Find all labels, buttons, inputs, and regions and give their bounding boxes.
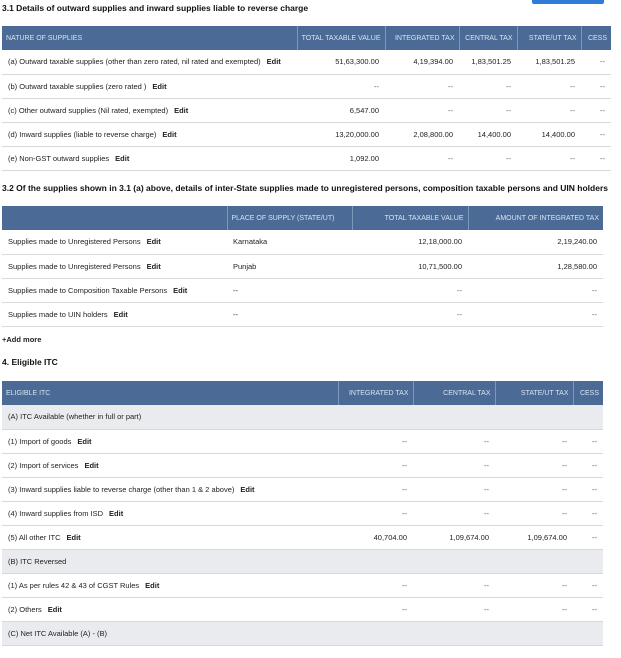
sec4-value-cell: -- <box>495 429 573 453</box>
sec31-value-cell: 14,400.00 <box>517 122 581 146</box>
sec32-value-cell: -- <box>468 278 603 302</box>
sec4-edit-link[interactable]: Edit <box>145 580 160 590</box>
sec31-value-cell: -- <box>581 146 611 170</box>
sec32-place-cell: -- <box>227 278 352 302</box>
sec31-header-0: NATURE OF SUPPLIES <box>2 26 297 50</box>
sec31-header-3: CENTRAL TAX <box>459 26 517 50</box>
sec32-value-cell: -- <box>468 302 603 326</box>
sec4-edit-link[interactable]: Edit <box>66 532 81 542</box>
sec31-value-cell: 1,092.00 <box>297 146 385 170</box>
sec31-row-label: (a) Outward taxable supplies (other than zero rated, nil rated and exempted) <box>8 57 261 67</box>
sec4-value-cell: 40,704.00 <box>338 525 413 549</box>
table-row <box>2 98 611 122</box>
table-row <box>2 597 603 621</box>
table-row <box>2 453 603 477</box>
table-row <box>2 477 603 501</box>
sec32-value-cell: -- <box>352 278 468 302</box>
table-row <box>2 122 611 146</box>
sec4-row-label-cell <box>2 525 338 549</box>
sec32-row-label-cell <box>2 230 227 254</box>
sec4-row-label-cell <box>2 501 338 525</box>
sec31-row-label: (d) Inward supplies (liable to reverse charge) <box>8 129 157 139</box>
table-row <box>2 230 603 254</box>
sec4-value-cell: -- <box>413 477 495 501</box>
sec4-value-cell: -- <box>573 573 603 597</box>
sec4-value-cell: -- <box>495 501 573 525</box>
sec4-value-cell: -- <box>413 573 495 597</box>
sec31-row-label-cell <box>2 50 297 74</box>
sec4-value-cell: -- <box>413 453 495 477</box>
sec4-value-cell: -- <box>573 525 603 549</box>
sec4-row-label-cell <box>2 597 338 621</box>
sec31-value-cell: 1,83,501.25 <box>517 50 581 74</box>
sec31-header-2: INTEGRATED TAX <box>385 26 459 50</box>
sec31-value-cell: -- <box>459 74 517 98</box>
sec4-value-cell: -- <box>338 597 413 621</box>
sec4-value-cell: -- <box>338 429 413 453</box>
sec4-row-label: (2) Import of services <box>8 460 79 470</box>
sec4-edit-link[interactable]: Edit <box>77 436 92 446</box>
sec32-edit-link[interactable]: Edit <box>146 237 161 247</box>
table-row <box>2 302 603 326</box>
sec32-place-cell: Punjab <box>227 254 352 278</box>
table-row <box>2 146 611 170</box>
table-row <box>2 525 603 549</box>
sec32-edit-link[interactable]: Edit <box>146 261 161 271</box>
table-row <box>2 573 603 597</box>
sec31-value-cell: -- <box>297 74 385 98</box>
sec4-header-0: ELIGIBLE ITC <box>2 381 338 405</box>
sec4-row-label: (2) Others <box>8 604 42 614</box>
sec32-row-label: Supplies made to Composition Taxable Persons <box>8 285 168 295</box>
sec32-header-0 <box>2 206 227 230</box>
add-more-link[interactable]: +Add more <box>2 335 42 344</box>
sec32-place-cell: Karnataka <box>227 230 352 254</box>
sec4-value-cell: -- <box>413 429 495 453</box>
sec31-header-4: STATE/UT TAX <box>517 26 581 50</box>
sec32-value-cell: 10,71,500.00 <box>352 254 468 278</box>
sec4-edit-link[interactable]: Edit <box>47 604 62 614</box>
sec31-value-cell: -- <box>517 98 581 122</box>
sec31-value-cell: 4,19,394.00 <box>385 50 459 74</box>
section-4-title: 4. Eligible ITC <box>2 357 58 367</box>
sec31-value-cell: -- <box>385 146 459 170</box>
sec4-group-label: (A) ITC Available (whether in full or part) <box>2 405 603 429</box>
sec4-value-cell: -- <box>338 573 413 597</box>
sec31-value-cell: -- <box>517 74 581 98</box>
sec4-header-1: INTEGRATED TAX <box>338 381 413 405</box>
sec32-value-cell: 2,19,240.00 <box>468 230 603 254</box>
top-action-button[interactable] <box>532 0 604 4</box>
sec31-value-cell: -- <box>459 98 517 122</box>
sec4-value-cell: -- <box>338 477 413 501</box>
sec4-row-label-cell <box>2 477 338 501</box>
sec31-value-cell: -- <box>581 74 611 98</box>
sec4-header-2: CENTRAL TAX <box>413 381 495 405</box>
section-3-2-title: 3.2 Of the supplies shown in 3.1 (a) above, details of inter-State supplies made to unregistered persons, composition taxable persons and UIN holders <box>2 183 608 193</box>
sec31-row-label-cell <box>2 98 297 122</box>
sec31-edit-link[interactable]: Edit <box>115 153 130 163</box>
outward-supplies-table <box>2 26 611 171</box>
sec4-group-label: (C) Net ITC Available (A) - (B) <box>2 621 603 645</box>
sec31-row-label-cell <box>2 122 297 146</box>
sec32-row-label-cell <box>2 302 227 326</box>
table-row <box>2 254 603 278</box>
sec4-value-cell: -- <box>573 453 603 477</box>
sec31-row-label: (c) Other outward supplies (Nil rated, exempted) <box>8 105 169 115</box>
sec4-row-label: (3) Inward supplies liable to reverse charge (other than 1 & 2 above) <box>8 484 235 494</box>
sec32-header-2: TOTAL TAXABLE VALUE <box>352 206 468 230</box>
sec4-value-cell: 1,09,674.00 <box>495 525 573 549</box>
sec31-header-5: CESS <box>581 26 611 50</box>
sec4-value-cell: -- <box>573 501 603 525</box>
sec4-value-cell: -- <box>573 597 603 621</box>
sec32-header-1: PLACE OF SUPPLY (STATE/UT) <box>227 206 352 230</box>
sec32-row-label-cell <box>2 254 227 278</box>
sec31-value-cell: -- <box>385 74 459 98</box>
group-row <box>2 405 603 429</box>
eligible-itc-table <box>2 381 603 646</box>
group-row <box>2 621 603 645</box>
sec4-group-label: (B) ITC Reversed <box>2 549 603 573</box>
table-row <box>2 429 603 453</box>
sec4-header-3: STATE/UT TAX <box>495 381 573 405</box>
sec4-value-cell: -- <box>413 501 495 525</box>
sec31-value-cell: 13,20,000.00 <box>297 122 385 146</box>
sec31-edit-link[interactable]: Edit <box>152 81 167 91</box>
sec4-value-cell: -- <box>495 477 573 501</box>
sec31-edit-link[interactable]: Edit <box>174 105 189 115</box>
sec31-value-cell: 2,08,800.00 <box>385 122 459 146</box>
sec4-value-cell: -- <box>495 597 573 621</box>
sec4-row-label-cell <box>2 573 338 597</box>
group-row <box>2 549 603 573</box>
sec4-row-label: (4) Inward supplies from ISD <box>8 508 104 518</box>
sec4-value-cell: -- <box>338 453 413 477</box>
sec4-value-cell: -- <box>573 429 603 453</box>
sec31-value-cell: -- <box>581 98 611 122</box>
sec31-value-cell: 51,63,300.00 <box>297 50 385 74</box>
table-row <box>2 50 611 74</box>
sec4-row-label-cell <box>2 429 338 453</box>
sec31-edit-link[interactable]: Edit <box>162 129 177 139</box>
sec31-value-cell: -- <box>459 146 517 170</box>
sec32-header-3: AMOUNT OF INTEGRATED TAX <box>468 206 603 230</box>
sec32-value-cell: 1,28,580.00 <box>468 254 603 278</box>
section-3-1-title: 3.1 Details of outward supplies and inward supplies liable to reverse charge <box>2 3 309 13</box>
sec31-value-cell: 1,83,501.25 <box>459 50 517 74</box>
sec4-row-label: (5) All other ITC <box>8 532 61 542</box>
sec31-row-label-cell <box>2 146 297 170</box>
sec32-value-cell: 12,18,000.00 <box>352 230 468 254</box>
sec32-edit-link[interactable]: Edit <box>113 309 128 319</box>
table-row <box>2 501 603 525</box>
sec32-row-label: Supplies made to UIN holders <box>8 309 108 319</box>
sec32-place-cell: -- <box>227 302 352 326</box>
sec4-value-cell: -- <box>573 477 603 501</box>
sec31-header-1: TOTAL TAXABLE VALUE <box>297 26 385 50</box>
sec4-value-cell: 1,09,674.00 <box>413 525 495 549</box>
sec4-row-label-cell <box>2 453 338 477</box>
sec4-value-cell: -- <box>338 501 413 525</box>
sec31-row-label-cell <box>2 74 297 98</box>
sec32-edit-link[interactable]: Edit <box>173 285 188 295</box>
sec31-edit-link[interactable]: Edit <box>266 57 281 67</box>
sec32-row-label-cell <box>2 278 227 302</box>
interstate-supplies-table <box>2 206 603 327</box>
sec4-edit-link[interactable]: Edit <box>240 484 255 494</box>
sec4-edit-link[interactable]: Edit <box>109 508 124 518</box>
sec4-row-label: (1) As per rules 42 & 43 of CGST Rules <box>8 580 140 590</box>
sec32-value-cell: -- <box>352 302 468 326</box>
sec4-value-cell: -- <box>495 573 573 597</box>
sec4-header-4: CESS <box>573 381 603 405</box>
sec4-value-cell: -- <box>413 597 495 621</box>
sec4-row-label: (1) Import of goods <box>8 436 72 446</box>
sec4-edit-link[interactable]: Edit <box>84 460 99 470</box>
sec31-row-label: (b) Outward taxable supplies (zero rated ) <box>8 81 147 91</box>
sec31-row-label: (e) Non-GST outward supplies <box>8 153 110 163</box>
table-row <box>2 278 603 302</box>
sec4-value-cell: -- <box>495 453 573 477</box>
sec31-value-cell: 6,547.00 <box>297 98 385 122</box>
sec31-value-cell: -- <box>581 122 611 146</box>
sec32-row-label: Supplies made to Unregistered Persons <box>8 261 141 271</box>
table-row <box>2 74 611 98</box>
sec31-value-cell: -- <box>517 146 581 170</box>
sec31-value-cell: -- <box>385 98 459 122</box>
sec31-value-cell: -- <box>581 50 611 74</box>
sec32-row-label: Supplies made to Unregistered Persons <box>8 237 141 247</box>
sec31-value-cell: 14,400.00 <box>459 122 517 146</box>
